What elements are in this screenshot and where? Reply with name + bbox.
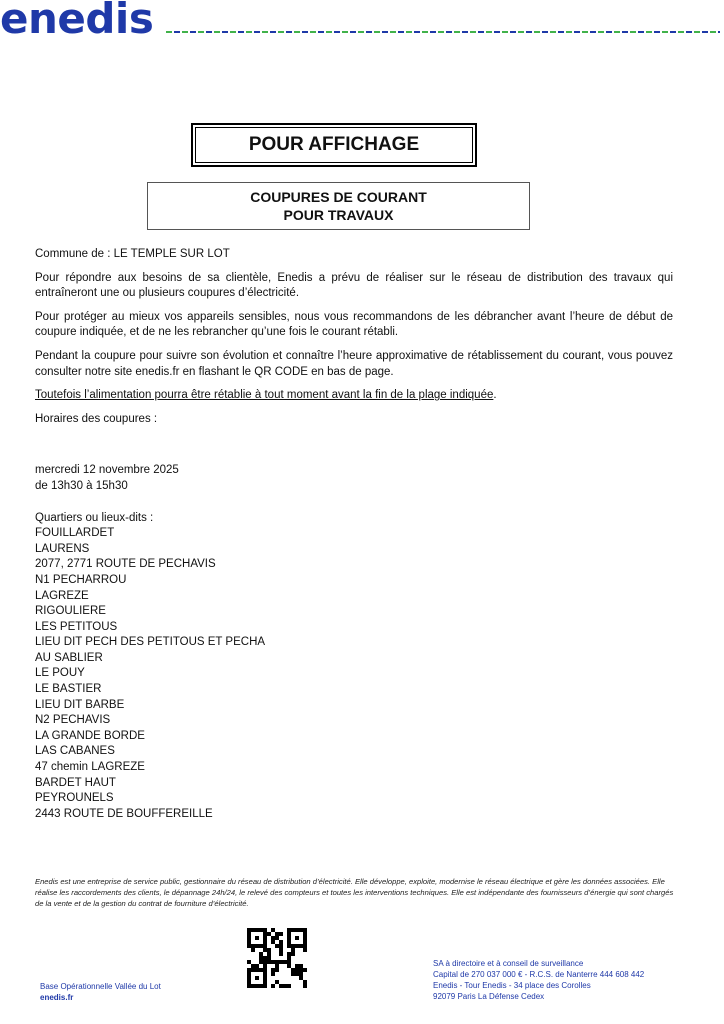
list-item: LE BASTIER bbox=[35, 683, 102, 696]
list-item: LA GRANDE BORDE bbox=[35, 729, 145, 742]
header-divider bbox=[166, 31, 720, 33]
list-item: LE POUY bbox=[35, 667, 85, 680]
list-item: LAGREZE bbox=[35, 589, 89, 602]
qr-code-icon[interactable] bbox=[247, 928, 307, 988]
notice-title-box bbox=[147, 182, 530, 230]
footer-left bbox=[40, 981, 161, 1003]
list-item: PEYROUNELS bbox=[35, 792, 114, 805]
restore-notice-end: . bbox=[493, 389, 497, 402]
list-item: LES PETITOUS bbox=[35, 620, 118, 633]
footer-website-link[interactable]: enedis.fr bbox=[40, 993, 74, 1002]
list-item: LAURENS bbox=[35, 542, 90, 555]
restore-notice bbox=[35, 388, 673, 404]
qr-info-paragraph: Pendant la coupure pour suivre son évolution et connaître l’heure approximative de rétablissement du courant, vous pouvez consulter notre site enedis.fr en flashant le QR CODE en bas de page. bbox=[35, 349, 673, 378]
commune-line: Commune de : LE TEMPLE SUR LOT bbox=[35, 248, 230, 260]
outage-date: mercredi 12 novembre 2025 bbox=[35, 464, 179, 477]
list-item: 47 chemin LAGREZE bbox=[35, 761, 145, 774]
list-item: 2443 ROUTE DE BOUFFEREILLE bbox=[35, 807, 213, 820]
list-item: N2 PECHAVIS bbox=[35, 714, 111, 727]
notice-body bbox=[35, 247, 673, 822]
list-item: 2077, 2771 ROUTE DE PECHAVIS bbox=[35, 558, 216, 571]
footer-base-name: Base Opérationnelle Vallée du Lot bbox=[40, 982, 161, 991]
protection-paragraph: Pour protéger au mieux vos appareils sensibles, nous vous recommandons de les débrancher avant l’heure de début de coupure indiquée, et de ne les rebrancher qu’une fois le courant rétabli. bbox=[35, 310, 673, 339]
list-item: AU SABLIER bbox=[35, 651, 103, 664]
footer-company-type: SA à directoire et à conseil de surveillance bbox=[433, 959, 584, 968]
quartiers-label: Quartiers ou lieux-dits : bbox=[35, 511, 154, 524]
enedis-logo: enedis bbox=[0, 0, 154, 43]
list-item: FOUILLARDET bbox=[35, 527, 115, 540]
list-item: RIGOULIERE bbox=[35, 605, 106, 618]
quartiers-list bbox=[35, 526, 673, 822]
list-item: LIEU DIT BARBE bbox=[35, 698, 125, 711]
footer-address-2: 92079 Paris La Défense Cedex bbox=[433, 992, 545, 1001]
list-item: N1 PECHARROU bbox=[35, 573, 127, 586]
restore-notice-underlined: Toutefois l’alimentation pourra être rétablie à tout moment avant la fin de la plage indiquée bbox=[35, 389, 494, 402]
affichage-label: POUR AFFICHAGE bbox=[248, 134, 420, 155]
list-item: LIEU DIT PECH DES PETITOUS ET PECHA bbox=[35, 636, 266, 649]
list-item: LAS CABANES bbox=[35, 745, 115, 758]
footer-capital: Capital de 270 037 000 € - R.C.S. de Nanterre 444 608 442 bbox=[433, 970, 645, 979]
intro-paragraph: Pour répondre aux besoins de sa clientèle, Enedis a prévu de réaliser sur le réseau de distribution des travaux qui entraîneront une ou plusieurs coupures d’électricité. bbox=[35, 271, 673, 300]
horaires-label: Horaires des coupures : bbox=[35, 412, 158, 425]
list-item: BARDET HAUT bbox=[35, 776, 116, 789]
notice-title-line1: COUPURES DE COURANT bbox=[250, 189, 427, 205]
footer-address-1: Enedis - Tour Enedis - 34 place des Corolles bbox=[433, 981, 591, 990]
notice-title-line2: POUR TRAVAUX bbox=[283, 207, 394, 223]
footer-right bbox=[433, 958, 644, 1002]
pour-affichage-box bbox=[192, 124, 476, 166]
legal-notice: Enedis est une entreprise de service public, gestionnaire du réseau de distribution d’électricité. Elle développe, exploite, modernise le réseau électrique et gère les données associées. Elle réalise les raccordements des clients, le dépannage 24h/24, le relevé des compteurs et toutes les interventions techniques. Elle est indépendante des fournisseurs d’énergie qui sont chargés de la vente et de la gestion du contrat de fourniture d’électricité. bbox=[35, 877, 674, 908]
outage-time: de 13h30 à 15h30 bbox=[35, 479, 128, 492]
